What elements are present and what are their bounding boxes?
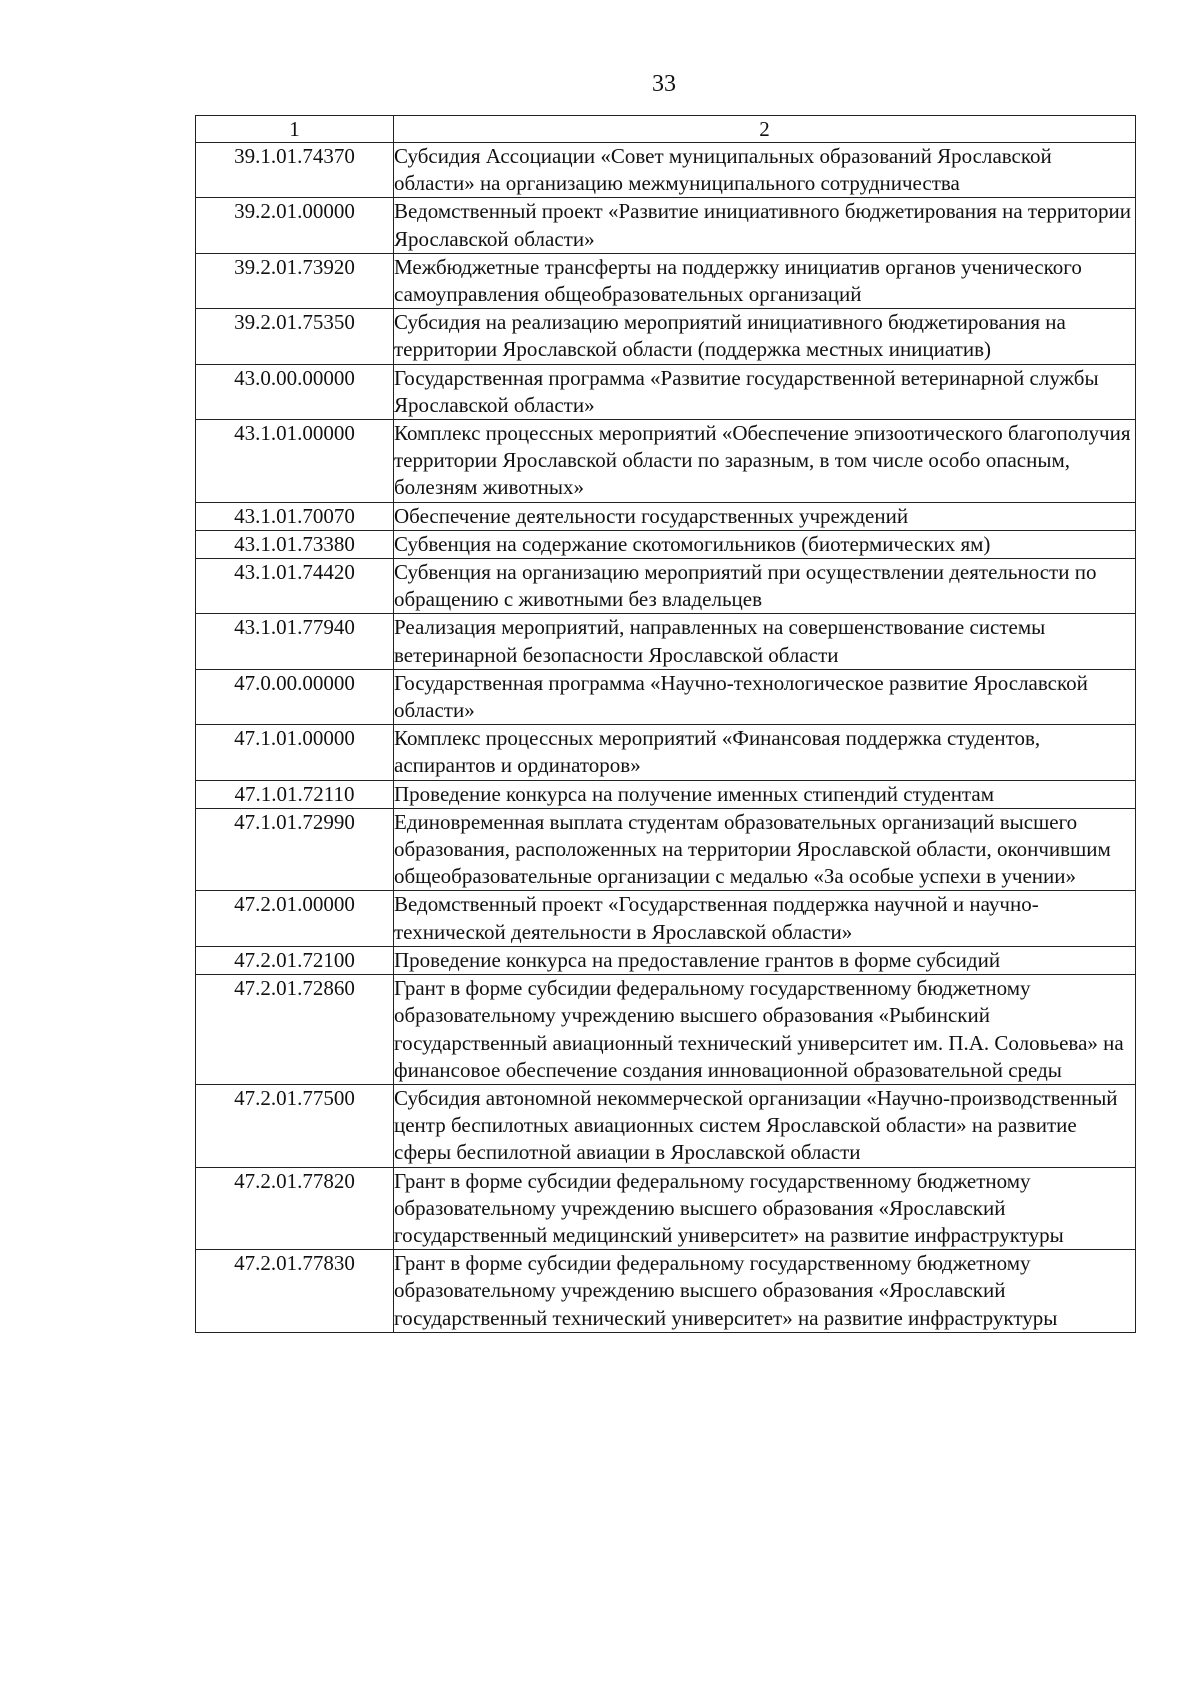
row-description-cell: Субсидия Ассоциации «Совет муниципальных образований Ярославской области» на организацию межмуниципального сотрудничества: [394, 143, 1136, 198]
table-header-row: [196, 116, 1136, 143]
table-row: [196, 1250, 1136, 1333]
row-description-cell: Комплекс процессных мероприятий «Обеспечение эпизоотического благополучия территории Ярославской области по заразным, в том числе особо опасным, болезням животных»: [394, 420, 1136, 503]
row-description-cell: Проведение конкурса на предоставление грантов в форме субсидий: [394, 946, 1136, 974]
table-row: [196, 198, 1136, 253]
row-code-cell: 39.2.01.00000: [196, 198, 394, 253]
row-code-cell: 39.1.01.74370: [196, 143, 394, 198]
row-description-cell: Государственная программа «Развитие государственной ветеринарной службы Ярославской области»: [394, 364, 1136, 419]
row-description-cell: Реализация мероприятий, направленных на совершенствование системы ветеринарной безопасности Ярославской области: [394, 614, 1136, 669]
table-row: [196, 420, 1136, 503]
row-description-cell: Единовременная выплата студентам образовательных организаций высшего образования, расположенных на территории Ярославской области, окончившим общеобразовательные организации с медалью «За особые успехи в учении»: [394, 808, 1136, 891]
table-row: [196, 253, 1136, 308]
row-code-cell: 47.1.01.72110: [196, 780, 394, 808]
table-row: [196, 669, 1136, 724]
column-header-description: 2: [394, 116, 1136, 143]
column-header-code: 1: [196, 116, 394, 143]
table-row: [196, 502, 1136, 530]
table-row: [196, 364, 1136, 419]
row-code-cell: 43.1.01.70070: [196, 502, 394, 530]
row-code-cell: 39.2.01.75350: [196, 309, 394, 364]
row-description-cell: Комплекс процессных мероприятий «Финансовая поддержка студентов, аспирантов и ординаторов»: [394, 725, 1136, 780]
row-description-cell: Субсидия на реализацию мероприятий инициативного бюджетирования на территории Ярославской области (поддержка местных инициатив): [394, 309, 1136, 364]
table-row: [196, 725, 1136, 780]
row-code-cell: 43.1.01.74420: [196, 559, 394, 614]
row-code-cell: 47.2.01.77500: [196, 1084, 394, 1167]
row-description-cell: Ведомственный проект «Государственная поддержка научной и научно-технической деятельности в Ярославской области»: [394, 891, 1136, 946]
row-code-cell: 47.2.01.72100: [196, 946, 394, 974]
page-number-text: 33: [652, 71, 676, 97]
table-row: [196, 1167, 1136, 1250]
table-row: [196, 559, 1136, 614]
row-description-cell: Субвенция на организацию мероприятий при осуществлении деятельности по обращению с животными без владельцев: [394, 559, 1136, 614]
row-code-cell: 47.2.01.72860: [196, 975, 394, 1085]
row-code-cell: 43.0.00.00000: [196, 364, 394, 419]
row-description-cell: Грант в форме субсидии федеральному государственному бюджетному образовательному учреждению высшего образования «Рыбинский государственный авиационный технический университет им. П.А. Соловьева» на финансовое обеспечение создания инновационной образовательной среды: [394, 975, 1136, 1085]
row-code-cell: 39.2.01.73920: [196, 253, 394, 308]
row-description-cell: Субсидия автономной некоммерческой организации «Научно-производственный центр беспилотных авиационных систем Ярославской области» на развитие сферы беспилотной авиации в Ярославской области: [394, 1084, 1136, 1167]
row-description-cell: Межбюджетные трансферты на поддержку инициатив органов ученического самоуправления общеобразовательных организаций: [394, 253, 1136, 308]
row-code-cell: 47.0.00.00000: [196, 669, 394, 724]
row-description-cell: Субвенция на содержание скотомогильников (биотермических ям): [394, 530, 1136, 558]
table-row: [196, 614, 1136, 669]
table-body: [196, 143, 1136, 1333]
table-row: [196, 309, 1136, 364]
table-row: [196, 143, 1136, 198]
table-row: [196, 780, 1136, 808]
table-row: [196, 530, 1136, 558]
table-row: [196, 1084, 1136, 1167]
row-description-cell: Грант в форме субсидии федеральному государственному бюджетному образовательному учреждению высшего образования «Ярославский государственный технический университет» на развитие инфраструктуры: [394, 1250, 1136, 1333]
table-row: [196, 975, 1136, 1085]
row-description-cell: Грант в форме субсидии федеральному государственному бюджетному образовательному учреждению высшего образования «Ярославский государственный медицинский университет» на развитие инфраструктуры: [394, 1167, 1136, 1250]
row-description-cell: Проведение конкурса на получение именных стипендий студентам: [394, 780, 1136, 808]
page-number: [72, 70, 1200, 98]
row-code-cell: 47.2.01.00000: [196, 891, 394, 946]
row-description-cell: Ведомственный проект «Развитие инициативного бюджетирования на территории Ярославской области»: [394, 198, 1136, 253]
table-row: [196, 946, 1136, 974]
row-code-cell: 47.1.01.00000: [196, 725, 394, 780]
table-row: [196, 808, 1136, 891]
row-code-cell: 43.1.01.00000: [196, 420, 394, 503]
row-code-cell: 47.1.01.72990: [196, 808, 394, 891]
row-code-cell: 47.2.01.77830: [196, 1250, 394, 1333]
table-row: [196, 891, 1136, 946]
row-code-cell: 43.1.01.77940: [196, 614, 394, 669]
row-description-cell: Государственная программа «Научно-технологическое развитие Ярославской области»: [394, 669, 1136, 724]
budget-classification-table: [195, 115, 1136, 1333]
row-description-cell: Обеспечение деятельности государственных учреждений: [394, 502, 1136, 530]
row-code-cell: 47.2.01.77820: [196, 1167, 394, 1250]
row-code-cell: 43.1.01.73380: [196, 530, 394, 558]
